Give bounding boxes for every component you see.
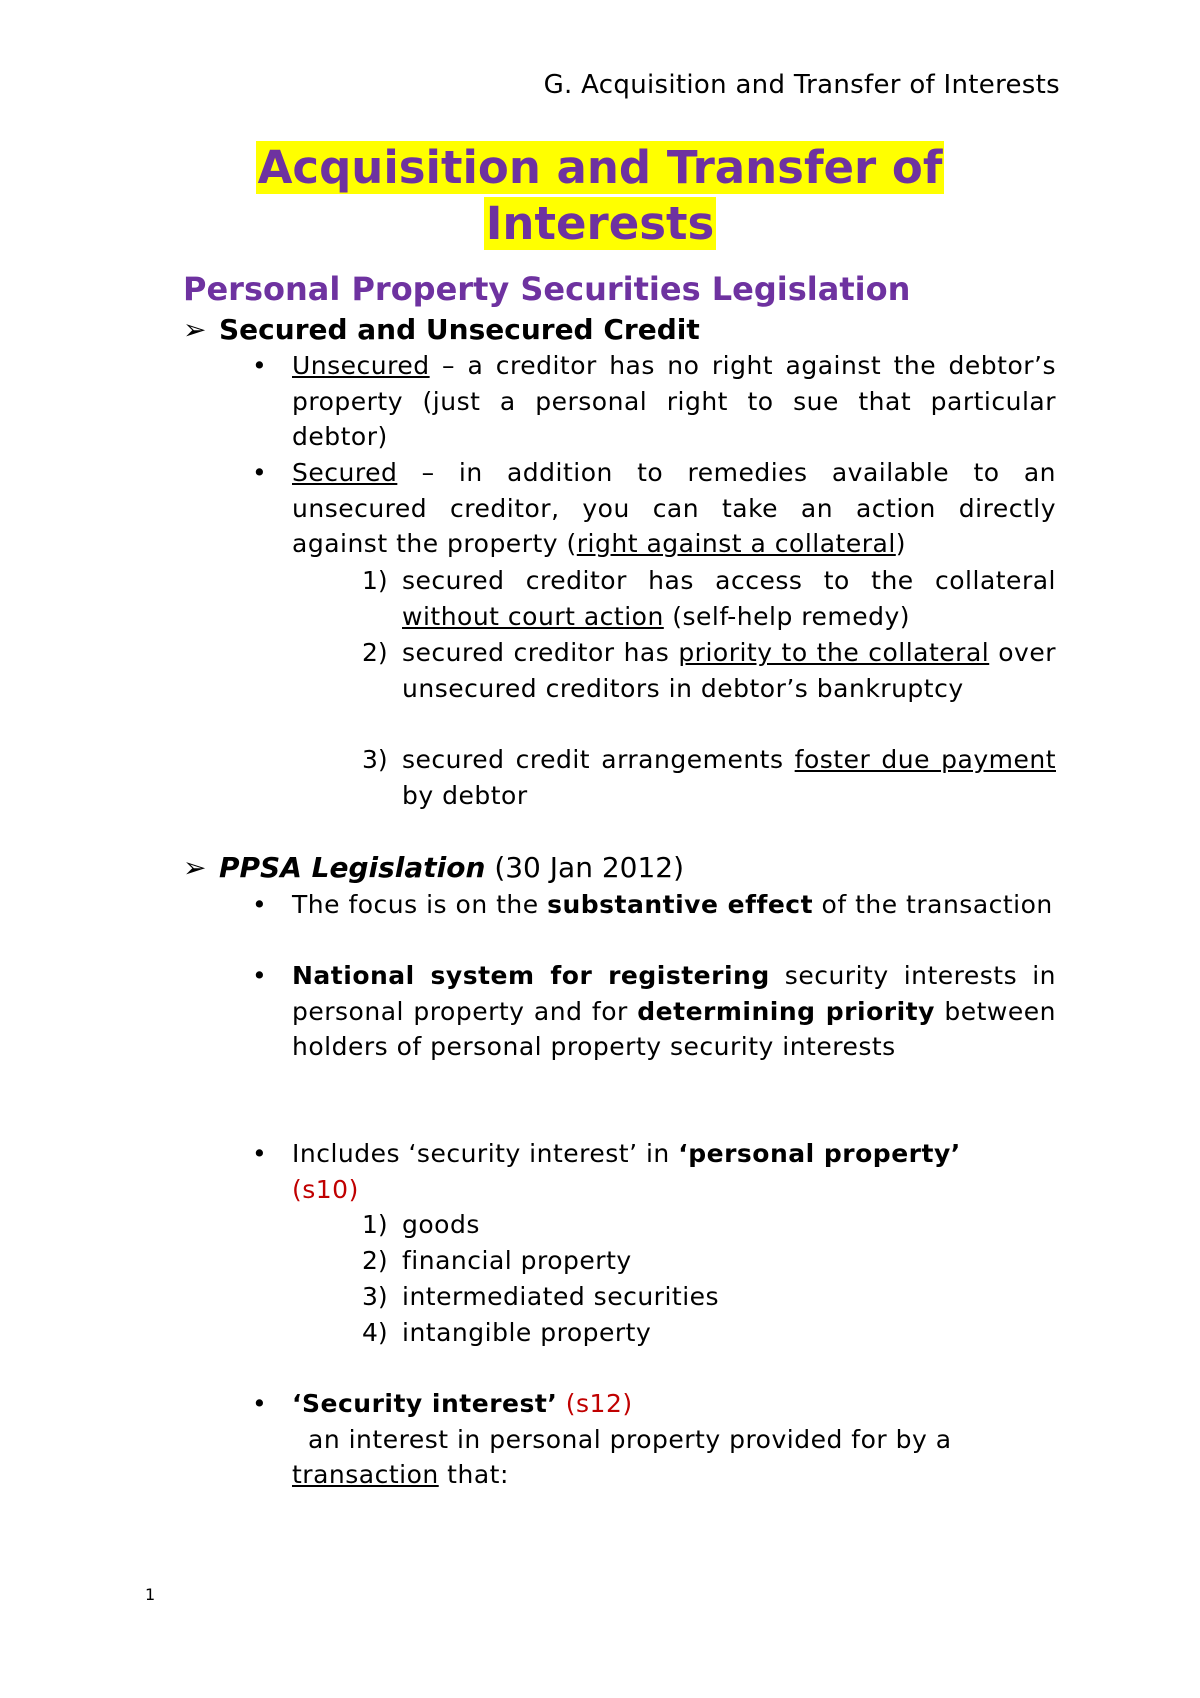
underlined-phrase: right against a collateral (576, 529, 896, 558)
page-number: 1 (145, 1585, 156, 1604)
item-text-end: by debtor (402, 780, 528, 810)
bold-phrase: determining priority (637, 996, 935, 1026)
section-reference: (s12) (565, 1389, 633, 1418)
definition-text-end: ) (895, 529, 907, 558)
subsection-heading-ppsa (183, 850, 684, 886)
bullet-text (292, 887, 1056, 923)
section-reference: (s10) (292, 1174, 359, 1204)
item-text-start: secured credit arrangements (402, 745, 795, 774)
item-number: 3) (362, 1282, 388, 1311)
text-part: that: (438, 1460, 509, 1489)
document-title (0, 140, 1200, 252)
subsection-heading-text: Secured and Unsecured Credit (219, 313, 700, 346)
legislation-date: (30 Jan 2012) (485, 851, 685, 884)
item-text-start: secured creditor has (402, 638, 679, 667)
item-text (402, 563, 1056, 634)
item-number: 4) (362, 1318, 388, 1347)
bullet-icon: • (252, 351, 267, 380)
bullet-icon: • (252, 890, 267, 919)
text-part: The focus is on the (292, 890, 548, 919)
underlined-phrase: transaction (292, 1460, 439, 1489)
bullet-icon: • (252, 1139, 267, 1168)
item-number: 1) (362, 566, 388, 595)
item-number: 1) (362, 1210, 388, 1239)
item-text: intangible property (402, 1318, 652, 1347)
definition-text: – a creditor has no right against the debtor’s property (just a personal right to sue that particular debtor) (292, 351, 1056, 451)
section-heading: Personal Property Securities Legislation (183, 270, 911, 308)
text-part: Includes ‘security interest’ in (292, 1139, 679, 1168)
title-line-2: Interests (485, 197, 715, 250)
bullet-icon: • (252, 458, 267, 487)
bullet-icon: • (252, 1389, 267, 1418)
bold-phrase: substantive effect (547, 890, 814, 919)
item-text (402, 742, 1056, 813)
bullet-icon: • (252, 961, 267, 990)
item-number: 2) (362, 638, 388, 667)
item-number: 2) (362, 1246, 388, 1275)
bold-phrase: ‘personal property’ (678, 1139, 961, 1168)
item-text-end: (self-help remedy) (663, 601, 911, 631)
text-part: between holders of personal property security interests (292, 996, 1056, 1061)
bullet-text (292, 1386, 1056, 1493)
bold-phrase: ‘Security interest’ (292, 1389, 558, 1418)
term-unsecured: Unsecured (292, 351, 430, 380)
item-text: financial property (402, 1246, 632, 1275)
bullet-text (292, 455, 1056, 562)
item-text: intermediated securities (402, 1282, 720, 1311)
text-part: security interests in personal property and for (292, 961, 1056, 1026)
text-part: of the transaction (813, 890, 1053, 919)
underlined-phrase: priority to the collateral (678, 638, 990, 667)
definition-text: – in addition to remedies available to an unsecured creditor, you can take an action directly against the property ( (292, 458, 1056, 558)
bold-phrase: National system for registering (292, 961, 770, 990)
item-text (402, 635, 1056, 706)
item-text-start: secured creditor has access to the collateral (402, 566, 1056, 595)
bullet-text (292, 1136, 1056, 1207)
underlined-phrase: foster due payment (794, 745, 1056, 774)
subsection-heading-credit (183, 312, 700, 348)
running-header: G. Acquisition and Transfer of Interests (543, 70, 1060, 100)
item-number: 3) (362, 745, 388, 774)
bullet-text (292, 958, 1056, 1065)
subsection-heading-text: PPSA Legislation (219, 851, 486, 884)
arrowhead-bullet-icon: ➢ (183, 851, 207, 884)
text-part: an interest in personal property provided for by a (308, 1424, 952, 1454)
item-text: goods (402, 1210, 480, 1239)
title-line-1: Acquisition and Transfer of (257, 141, 943, 194)
arrowhead-bullet-icon: ➢ (183, 313, 207, 346)
underlined-phrase: without court action (402, 601, 664, 631)
term-secured: Secured (292, 458, 398, 487)
bullet-text (292, 348, 1056, 455)
item-text-end: over unsecured creditors in debtor’s bankruptcy (402, 638, 1056, 703)
